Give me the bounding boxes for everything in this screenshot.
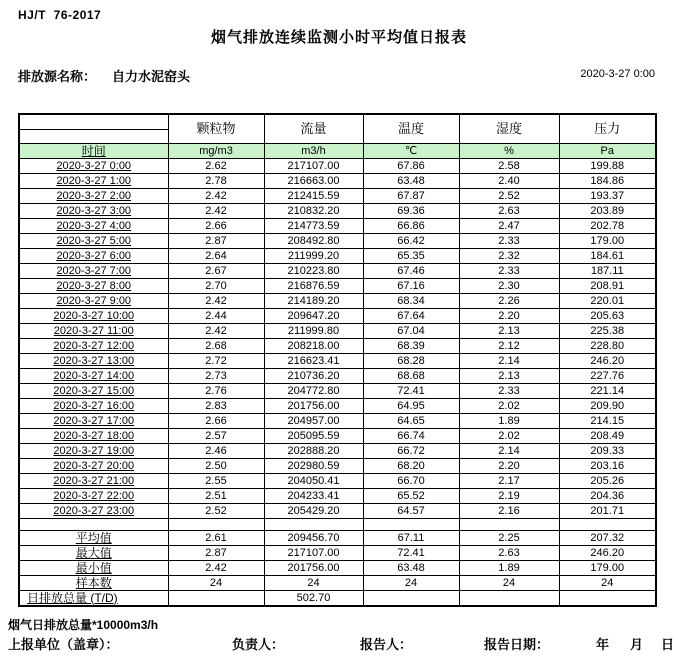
table-body xyxy=(19,114,656,606)
row-value: 209.90 xyxy=(559,399,656,414)
row-value: 2.52 xyxy=(168,504,264,519)
column-header-humidity: 湿度 xyxy=(459,114,559,144)
row-value: 210832.20 xyxy=(264,204,363,219)
summary-value: 2.25 xyxy=(459,531,559,546)
table-row xyxy=(19,294,656,309)
unit-row xyxy=(19,144,656,159)
row-value: 2.50 xyxy=(168,459,264,474)
row-value: 2.51 xyxy=(168,489,264,504)
row-value: 208.49 xyxy=(559,429,656,444)
summary-value xyxy=(363,591,459,607)
row-value: 216623.41 xyxy=(264,354,363,369)
row-value: 67.46 xyxy=(363,264,459,279)
corner-cell xyxy=(19,114,168,144)
column-header-particulate: 颗粒物 xyxy=(168,114,264,144)
table-row xyxy=(19,204,656,219)
row-value: 214773.59 xyxy=(264,219,363,234)
summary-value: 63.48 xyxy=(363,561,459,576)
summary-value: 24 xyxy=(168,576,264,591)
row-value: 204772.80 xyxy=(264,384,363,399)
row-value: 66.86 xyxy=(363,219,459,234)
spacer-row xyxy=(19,519,656,531)
row-value: 2.63 xyxy=(459,204,559,219)
row-value: 2.40 xyxy=(459,174,559,189)
row-value: 64.57 xyxy=(363,504,459,519)
row-time: 2020-3-27 12:00 xyxy=(19,339,168,354)
row-time: 2020-3-27 6:00 xyxy=(19,249,168,264)
table-row xyxy=(19,219,656,234)
summary-value: 2.61 xyxy=(168,531,264,546)
table-row xyxy=(19,384,656,399)
row-value: 2.52 xyxy=(459,189,559,204)
table-row xyxy=(19,324,656,339)
unit-particulate: mg/m3 xyxy=(168,144,264,159)
column-header-pressure: 压力 xyxy=(559,114,656,144)
report-datetime: 2020-3-27 0:00 xyxy=(580,68,655,80)
row-value: 2.42 xyxy=(168,204,264,219)
row-value: 205.63 xyxy=(559,309,656,324)
row-value: 212415.59 xyxy=(264,189,363,204)
row-value: 67.16 xyxy=(363,279,459,294)
row-value: 2.30 xyxy=(459,279,559,294)
table-row xyxy=(19,234,656,249)
spacer-cell xyxy=(559,519,656,531)
row-value: 184.86 xyxy=(559,174,656,189)
emission-source-label: 排放源名称： xyxy=(18,69,97,84)
table-row xyxy=(19,264,656,279)
spacer-cell xyxy=(459,519,559,531)
row-value: 2.42 xyxy=(168,294,264,309)
row-value: 2.62 xyxy=(168,159,264,174)
summary-value: 2.63 xyxy=(459,546,559,561)
summary-value: 24 xyxy=(559,576,656,591)
row-value: 2.66 xyxy=(168,414,264,429)
row-value: 199.88 xyxy=(559,159,656,174)
summary-row xyxy=(19,576,656,591)
row-value: 2.32 xyxy=(459,249,559,264)
row-value: 2.64 xyxy=(168,249,264,264)
row-time: 2020-3-27 22:00 xyxy=(19,489,168,504)
table-row xyxy=(19,414,656,429)
table-row xyxy=(19,159,656,174)
row-value: 2.57 xyxy=(168,429,264,444)
row-value: 2.46 xyxy=(168,444,264,459)
standard-code: HJ/T 76-2017 xyxy=(18,8,102,22)
summary-value xyxy=(459,591,559,607)
row-time: 2020-3-27 9:00 xyxy=(19,294,168,309)
summary-value: 502.70 xyxy=(264,591,363,607)
row-value: 208492.80 xyxy=(264,234,363,249)
row-value: 2.13 xyxy=(459,324,559,339)
summary-value: 2.42 xyxy=(168,561,264,576)
responsible-label: 负责人： xyxy=(232,637,285,652)
row-value: 2.13 xyxy=(459,369,559,384)
row-value: 201756.00 xyxy=(264,399,363,414)
row-time: 2020-3-27 1:00 xyxy=(19,174,168,189)
row-value: 2.58 xyxy=(459,159,559,174)
row-value: 2.87 xyxy=(168,234,264,249)
table-row xyxy=(19,504,656,519)
day-label: 日 xyxy=(661,637,675,652)
row-value: 2.14 xyxy=(459,444,559,459)
row-value: 210736.20 xyxy=(264,369,363,384)
row-value: 1.89 xyxy=(459,414,559,429)
row-value: 67.87 xyxy=(363,189,459,204)
row-value: 2.20 xyxy=(459,459,559,474)
row-value: 209647.20 xyxy=(264,309,363,324)
row-value: 66.42 xyxy=(363,234,459,249)
time-column-header: 时间 xyxy=(19,144,168,159)
row-time: 2020-3-27 16:00 xyxy=(19,399,168,414)
row-value: 187.11 xyxy=(559,264,656,279)
row-value: 2.33 xyxy=(459,384,559,399)
table-row xyxy=(19,399,656,414)
summary-row xyxy=(19,531,656,546)
row-value: 246.20 xyxy=(559,354,656,369)
row-value: 221.14 xyxy=(559,384,656,399)
row-value: 209.33 xyxy=(559,444,656,459)
row-time: 2020-3-27 14:00 xyxy=(19,369,168,384)
unit-temperature: ℃ xyxy=(363,144,459,159)
row-value: 2.14 xyxy=(459,354,559,369)
row-value: 205095.59 xyxy=(264,429,363,444)
row-time: 2020-3-27 23:00 xyxy=(19,504,168,519)
table-row xyxy=(19,354,656,369)
row-value: 202888.20 xyxy=(264,444,363,459)
row-value: 68.68 xyxy=(363,369,459,384)
row-value: 2.16 xyxy=(459,504,559,519)
row-value: 214189.20 xyxy=(264,294,363,309)
row-value: 2.67 xyxy=(168,264,264,279)
summary-value: 72.41 xyxy=(363,546,459,561)
summary-label: 最大值 xyxy=(19,546,168,561)
table-row xyxy=(19,459,656,474)
summary-value: 207.32 xyxy=(559,531,656,546)
row-time: 2020-3-27 13:00 xyxy=(19,354,168,369)
row-value: 68.20 xyxy=(363,459,459,474)
row-value: 202.78 xyxy=(559,219,656,234)
column-header-flow: 流量 xyxy=(264,114,363,144)
row-value: 2.68 xyxy=(168,339,264,354)
table-row xyxy=(19,339,656,354)
row-value: 66.70 xyxy=(363,474,459,489)
spacer-cell xyxy=(363,519,459,531)
row-value: 2.20 xyxy=(459,309,559,324)
row-value: 2.33 xyxy=(459,234,559,249)
row-value: 204233.41 xyxy=(264,489,363,504)
row-value: 202980.59 xyxy=(264,459,363,474)
emission-source-line xyxy=(18,66,190,85)
table-row xyxy=(19,489,656,504)
row-value: 220.01 xyxy=(559,294,656,309)
summary-value: 1.89 xyxy=(459,561,559,576)
row-value: 66.72 xyxy=(363,444,459,459)
row-value: 2.70 xyxy=(168,279,264,294)
year-label: 年 xyxy=(596,637,610,652)
row-value: 216876.59 xyxy=(264,279,363,294)
summary-value: 209456.70 xyxy=(264,531,363,546)
unit-flow: m3/h xyxy=(264,144,363,159)
row-value: 211999.80 xyxy=(264,324,363,339)
row-value: 211999.20 xyxy=(264,249,363,264)
row-value: 2.55 xyxy=(168,474,264,489)
row-value: 63.48 xyxy=(363,174,459,189)
row-value: 2.72 xyxy=(168,354,264,369)
summary-label: 平均值 xyxy=(19,531,168,546)
row-time: 2020-3-27 3:00 xyxy=(19,204,168,219)
row-value: 68.28 xyxy=(363,354,459,369)
row-value: 2.83 xyxy=(168,399,264,414)
table-row xyxy=(19,279,656,294)
row-value: 2.66 xyxy=(168,219,264,234)
reporter-label: 报告人： xyxy=(360,637,413,652)
row-time: 2020-3-27 7:00 xyxy=(19,264,168,279)
row-value: 2.76 xyxy=(168,384,264,399)
row-value: 204.36 xyxy=(559,489,656,504)
row-value: 2.47 xyxy=(459,219,559,234)
row-value: 203.89 xyxy=(559,204,656,219)
row-value: 227.76 xyxy=(559,369,656,384)
row-value: 217107.00 xyxy=(264,159,363,174)
row-value: 2.42 xyxy=(168,189,264,204)
row-value: 210223.80 xyxy=(264,264,363,279)
row-time: 2020-3-27 21:00 xyxy=(19,474,168,489)
column-header-temperature: 温度 xyxy=(363,114,459,144)
table-row xyxy=(19,249,656,264)
row-value: 208218.00 xyxy=(264,339,363,354)
row-value: 67.04 xyxy=(363,324,459,339)
spacer-cell xyxy=(264,519,363,531)
row-time: 2020-3-27 17:00 xyxy=(19,414,168,429)
summary-value: 201756.00 xyxy=(264,561,363,576)
summary-value: 179.00 xyxy=(559,561,656,576)
table-row xyxy=(19,369,656,384)
table-header-row xyxy=(19,114,656,144)
row-value: 193.37 xyxy=(559,189,656,204)
report-date-label: 报告日期： xyxy=(484,637,550,652)
table-row xyxy=(19,189,656,204)
summary-row xyxy=(19,546,656,561)
table-row xyxy=(19,174,656,189)
row-value: 2.02 xyxy=(459,429,559,444)
table-row xyxy=(19,429,656,444)
unit-pressure: Pa xyxy=(559,144,656,159)
row-value: 204050.41 xyxy=(264,474,363,489)
row-value: 72.41 xyxy=(363,384,459,399)
row-value: 2.17 xyxy=(459,474,559,489)
summary-value: 24 xyxy=(264,576,363,591)
summary-row xyxy=(19,561,656,576)
row-time: 2020-3-27 15:00 xyxy=(19,384,168,399)
row-time: 2020-3-27 20:00 xyxy=(19,459,168,474)
row-value: 2.73 xyxy=(168,369,264,384)
row-time: 2020-3-27 18:00 xyxy=(19,429,168,444)
summary-row xyxy=(19,591,656,607)
row-value: 214.15 xyxy=(559,414,656,429)
summary-value xyxy=(559,591,656,607)
summary-value: 24 xyxy=(363,576,459,591)
row-value: 64.65 xyxy=(363,414,459,429)
row-value: 68.34 xyxy=(363,294,459,309)
summary-label: 样本数 xyxy=(19,576,168,591)
month-label: 月 xyxy=(630,637,644,652)
page-title: 烟气排放连续监测小时平均值日报表 xyxy=(210,29,467,46)
spacer-cell xyxy=(168,519,264,531)
row-value: 203.16 xyxy=(559,459,656,474)
summary-value xyxy=(168,591,264,607)
row-value: 228.80 xyxy=(559,339,656,354)
row-value: 66.74 xyxy=(363,429,459,444)
summary-value: 246.20 xyxy=(559,546,656,561)
summary-label: 日排放总量 (T/D) xyxy=(19,591,168,607)
row-value: 67.64 xyxy=(363,309,459,324)
row-value: 208.91 xyxy=(559,279,656,294)
row-time: 2020-3-27 11:00 xyxy=(19,324,168,339)
row-value: 179.00 xyxy=(559,234,656,249)
row-value: 2.33 xyxy=(459,264,559,279)
table-row xyxy=(19,444,656,459)
row-time: 2020-3-27 8:00 xyxy=(19,279,168,294)
row-value: 2.19 xyxy=(459,489,559,504)
row-time: 2020-3-27 19:00 xyxy=(19,444,168,459)
summary-value: 2.87 xyxy=(168,546,264,561)
row-time: 2020-3-27 2:00 xyxy=(19,189,168,204)
row-value: 69.36 xyxy=(363,204,459,219)
row-value: 204957.00 xyxy=(264,414,363,429)
row-time: 2020-3-27 0:00 xyxy=(19,159,168,174)
row-value: 225.38 xyxy=(559,324,656,339)
row-value: 184.61 xyxy=(559,249,656,264)
row-value: 2.02 xyxy=(459,399,559,414)
emission-source-name: 自力水泥窑头 xyxy=(112,69,191,84)
table-row xyxy=(19,474,656,489)
row-value: 2.42 xyxy=(168,324,264,339)
row-value: 68.39 xyxy=(363,339,459,354)
summary-label: 最小值 xyxy=(19,561,168,576)
monitoring-table xyxy=(18,113,657,607)
row-value: 2.44 xyxy=(168,309,264,324)
row-value: 65.35 xyxy=(363,249,459,264)
footer-note: 烟气日排放总量*10000m3/h xyxy=(8,618,159,632)
table-row xyxy=(19,309,656,324)
report-unit-label: 上报单位（盖章）： xyxy=(8,637,119,652)
row-value: 216663.00 xyxy=(264,174,363,189)
summary-value: 217107.00 xyxy=(264,546,363,561)
unit-humidity: % xyxy=(459,144,559,159)
row-time: 2020-3-27 10:00 xyxy=(19,309,168,324)
row-value: 201.71 xyxy=(559,504,656,519)
row-value: 205.26 xyxy=(559,474,656,489)
row-value: 2.12 xyxy=(459,339,559,354)
row-time: 2020-3-27 5:00 xyxy=(19,234,168,249)
row-value: 2.78 xyxy=(168,174,264,189)
row-value: 64.95 xyxy=(363,399,459,414)
corner-cell-bottom xyxy=(20,130,168,143)
spacer-cell xyxy=(19,519,168,531)
summary-value: 67.11 xyxy=(363,531,459,546)
row-value: 2.26 xyxy=(459,294,559,309)
row-time: 2020-3-27 4:00 xyxy=(19,219,168,234)
summary-value: 24 xyxy=(459,576,559,591)
row-value: 205429.20 xyxy=(264,504,363,519)
row-value: 65.52 xyxy=(363,489,459,504)
corner-cell-top xyxy=(20,115,168,130)
row-value: 67.86 xyxy=(363,159,459,174)
